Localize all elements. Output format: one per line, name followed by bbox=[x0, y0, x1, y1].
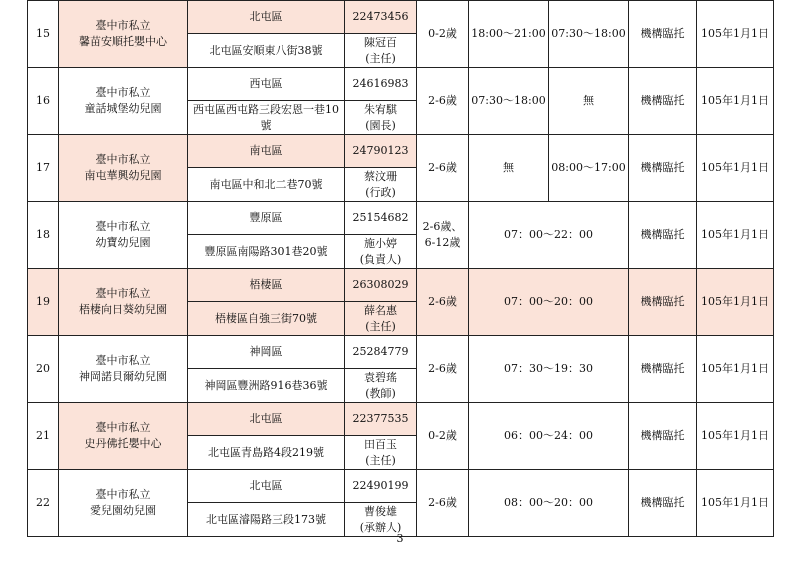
row-number-cell: 21 bbox=[28, 403, 59, 470]
contact-role: (行政) bbox=[365, 185, 396, 199]
org-name: 愛兒園幼兒園 bbox=[90, 504, 156, 517]
service-hours-cell: 07：00～22：00 bbox=[469, 202, 629, 269]
age-range-2: 6-12歲 bbox=[424, 236, 461, 249]
start-date-cell: 105年1月1日 bbox=[697, 269, 774, 336]
contact-name: 蔡汶珊 bbox=[364, 169, 397, 183]
org-prefix: 臺中市私立 bbox=[95, 488, 151, 501]
organization-cell bbox=[59, 269, 188, 336]
service-hours-cell: 07：00～20：00 bbox=[469, 269, 629, 336]
age-cell: 2-6歲 bbox=[417, 269, 469, 336]
org-prefix: 臺中市私立 bbox=[95, 153, 151, 166]
table-row bbox=[28, 1, 774, 34]
table-row bbox=[28, 336, 774, 369]
row-number-cell: 20 bbox=[28, 336, 59, 403]
organization-cell bbox=[59, 202, 188, 269]
org-prefix: 臺中市私立 bbox=[95, 19, 151, 32]
phone-cell: 22490199 bbox=[345, 470, 417, 503]
service-type-cell: 機構臨托 bbox=[629, 135, 697, 202]
contact-cell bbox=[345, 369, 417, 403]
age-cell: 2-6歲 bbox=[417, 470, 469, 537]
contact-cell bbox=[345, 168, 417, 202]
district-cell: 西屯區 bbox=[188, 68, 345, 101]
org-prefix: 臺中市私立 bbox=[95, 86, 151, 99]
start-date-cell: 105年1月1日 bbox=[697, 135, 774, 202]
table-row bbox=[28, 470, 774, 503]
table-row bbox=[28, 269, 774, 302]
org-name: 南屯華興幼兒園 bbox=[84, 169, 162, 182]
service-type-cell: 機構臨托 bbox=[629, 68, 697, 135]
row-number-cell: 18 bbox=[28, 202, 59, 269]
table-row bbox=[28, 403, 774, 436]
service-hours-cell: 06：00～24：00 bbox=[469, 403, 629, 470]
service-type-cell: 機構臨托 bbox=[629, 336, 697, 403]
phone-cell: 25154682 bbox=[345, 202, 417, 235]
address-cell: 北屯區安順東八街38號 bbox=[188, 34, 345, 68]
age-cell: 2-6歲 bbox=[417, 68, 469, 135]
time-b-cell: 07:30～18:00 bbox=[549, 1, 629, 68]
service-hours-cell: 08：00～20：00 bbox=[469, 470, 629, 537]
district-cell: 北屯區 bbox=[188, 470, 345, 503]
contact-name: 田百玉 bbox=[364, 437, 397, 451]
contact-cell bbox=[345, 436, 417, 470]
org-prefix: 臺中市私立 bbox=[95, 287, 151, 300]
org-prefix: 臺中市私立 bbox=[95, 220, 151, 233]
age-cell: 0-2歲 bbox=[417, 403, 469, 470]
contact-name: 陳冠百 bbox=[364, 35, 397, 49]
district-cell: 北屯區 bbox=[188, 403, 345, 436]
start-date-cell: 105年1月1日 bbox=[697, 1, 774, 68]
district-cell: 神岡區 bbox=[188, 336, 345, 369]
contact-cell bbox=[345, 34, 417, 68]
row-number-cell: 17 bbox=[28, 135, 59, 202]
age-cell: 2-6歲 bbox=[417, 336, 469, 403]
service-type-cell: 機構臨托 bbox=[629, 470, 697, 537]
start-date-cell: 105年1月1日 bbox=[697, 403, 774, 470]
org-prefix: 臺中市私立 bbox=[95, 421, 151, 434]
start-date-cell: 105年1月1日 bbox=[697, 68, 774, 135]
contact-role: (園長) bbox=[365, 118, 396, 132]
contact-name: 朱宥騏 bbox=[364, 102, 397, 116]
address-cell: 北屯區濬陽路三段173號 bbox=[188, 503, 345, 537]
row-number-cell: 15 bbox=[28, 1, 59, 68]
service-hours-cell: 07：30～19：30 bbox=[469, 336, 629, 403]
address-cell: 南屯區中和北二巷70號 bbox=[188, 168, 345, 202]
contact-role: (主任) bbox=[365, 319, 396, 333]
phone-cell: 25284779 bbox=[345, 336, 417, 369]
service-type-cell: 機構臨托 bbox=[629, 403, 697, 470]
org-name: 史丹佛托嬰中心 bbox=[84, 437, 162, 450]
contact-cell bbox=[345, 235, 417, 269]
service-type-cell: 機構臨托 bbox=[629, 202, 697, 269]
address-cell: 梧棲區自強三街70號 bbox=[188, 302, 345, 336]
district-cell: 梧棲區 bbox=[188, 269, 345, 302]
contact-role: (負責人) bbox=[359, 252, 402, 266]
district-cell: 南屯區 bbox=[188, 135, 345, 168]
org-name: 神岡諾貝爾幼兒園 bbox=[79, 370, 167, 383]
service-type-cell: 機構臨托 bbox=[629, 1, 697, 68]
organization-cell bbox=[59, 336, 188, 403]
phone-cell: 22377535 bbox=[345, 403, 417, 436]
start-date-cell: 105年1月1日 bbox=[697, 336, 774, 403]
contact-role: (主任) bbox=[365, 51, 396, 65]
org-name: 梧棲向日葵幼兒園 bbox=[79, 303, 167, 316]
address-cell: 西屯區西屯路三段宏恩一巷10號 bbox=[188, 101, 345, 135]
service-type-cell: 機構臨托 bbox=[629, 269, 697, 336]
contact-cell bbox=[345, 101, 417, 135]
time-a-cell: 無 bbox=[469, 135, 549, 202]
age-range-1: 2-6歲、 bbox=[422, 220, 463, 233]
organization-cell bbox=[59, 68, 188, 135]
childcare-facility-table bbox=[27, 0, 774, 537]
contact-name: 曹俊雄 bbox=[364, 504, 397, 518]
age-cell: 2-6歲 bbox=[417, 135, 469, 202]
page-number: 3 bbox=[396, 532, 404, 545]
start-date-cell: 105年1月1日 bbox=[697, 202, 774, 269]
contact-role: (承辦人) bbox=[359, 520, 402, 534]
contact-name: 袁碧瑤 bbox=[364, 370, 397, 384]
organization-cell bbox=[59, 470, 188, 537]
row-number-cell: 16 bbox=[28, 68, 59, 135]
organization-cell bbox=[59, 1, 188, 68]
time-b-cell: 無 bbox=[549, 68, 629, 135]
phone-cell: 22473456 bbox=[345, 1, 417, 34]
time-b-cell: 08:00～17:00 bbox=[549, 135, 629, 202]
time-a-cell: 18:00～21:00 bbox=[469, 1, 549, 68]
org-name: 幼寶幼兒園 bbox=[95, 236, 151, 249]
phone-cell: 24790123 bbox=[345, 135, 417, 168]
age-cell bbox=[417, 202, 469, 269]
age-cell: 0-2歲 bbox=[417, 1, 469, 68]
district-cell: 北屯區 bbox=[188, 1, 345, 34]
district-cell: 豐原區 bbox=[188, 202, 345, 235]
phone-cell: 26308029 bbox=[345, 269, 417, 302]
org-prefix: 臺中市私立 bbox=[95, 354, 151, 367]
table-row bbox=[28, 68, 774, 101]
org-name: 童話城堡幼兒園 bbox=[84, 102, 162, 115]
row-number-cell: 22 bbox=[28, 470, 59, 537]
address-cell: 北屯區青島路4段219號 bbox=[188, 436, 345, 470]
org-name: 馨苗安順托嬰中心 bbox=[79, 35, 167, 48]
contact-role: (教師) bbox=[365, 386, 396, 400]
table-row bbox=[28, 135, 774, 168]
start-date-cell: 105年1月1日 bbox=[697, 470, 774, 537]
address-cell: 神岡區豐洲路916巷36號 bbox=[188, 369, 345, 403]
row-number-cell: 19 bbox=[28, 269, 59, 336]
organization-cell bbox=[59, 135, 188, 202]
time-a-cell: 07:30～18:00 bbox=[469, 68, 549, 135]
address-cell: 豐原區南陽路301巷20號 bbox=[188, 235, 345, 269]
contact-cell bbox=[345, 302, 417, 336]
contact-role: (主任) bbox=[365, 453, 396, 467]
organization-cell bbox=[59, 403, 188, 470]
contact-name: 薛名惠 bbox=[364, 303, 397, 317]
phone-cell: 24616983 bbox=[345, 68, 417, 101]
table-row bbox=[28, 202, 774, 235]
contact-name: 施小婷 bbox=[364, 236, 397, 250]
